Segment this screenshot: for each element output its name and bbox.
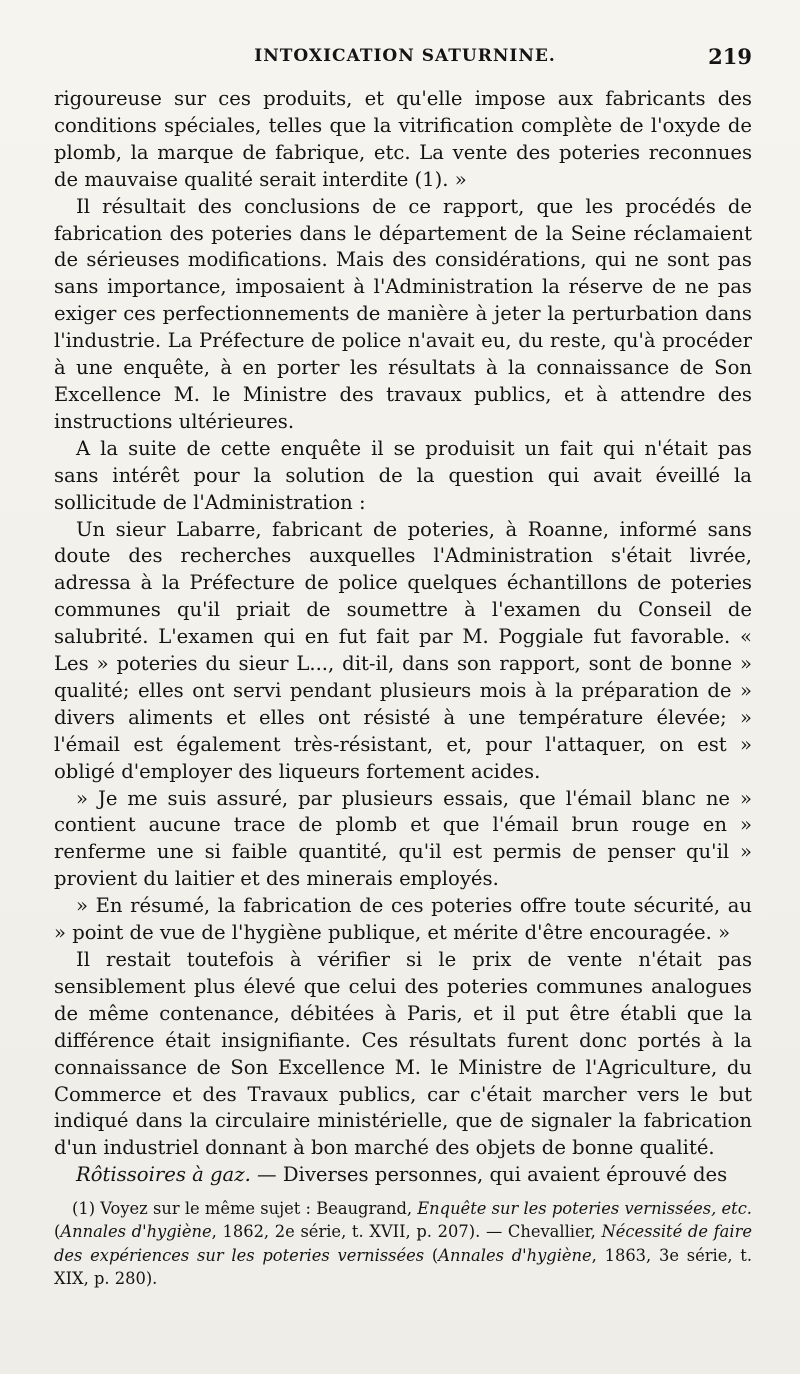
- section-lead-text: — Diverses personnes, qui avaient éprouvé des: [250, 1163, 728, 1187]
- body-text: [54, 86, 752, 1290]
- paragraph: A la suite de cette enquête il se produisit un fait qui n'était pas sans intérêt pour la solution de la question qui avait éveillé la sollicitude de l'Administration :: [54, 436, 752, 514]
- footnote-text: (: [424, 1245, 439, 1265]
- section-lead: Rôtissoires à gaz.: [76, 1163, 251, 1187]
- footnote-journal: Annales d'hygiène: [438, 1245, 592, 1265]
- footnote-journal: Annales d'hygiène: [60, 1222, 212, 1242]
- footnote-title: Enquête sur les poteries vernissées, etc.: [417, 1199, 752, 1219]
- running-head: [58, 42, 752, 76]
- footnote-text: Voyez sur le même sujet : Beaugrand,: [95, 1199, 418, 1219]
- quoted-paragraph: » En résumé, la fabrication de ces poteries offre toute sécurité, au » point de vue de l'hygiène publique, et mérite d'être encouragée. »: [54, 894, 752, 945]
- paragraph: Il résultait des conclusions de ce rapport, que les procédés de fabrication des poteries dans le département de la Seine réclamaient de sérieuses modifications. Mais des considérations, qui ne sont pas sans importance, imposaient à l'Administration la réserve de ne pas exiger ces perfectionnements de manière à jeter la perturbation dans l'industrie. La Préfecture de police n'avait eu, du reste, qu'à procéder à une enquête, à en porter les résultats à la connaissance de Son Excellence M. le Ministre des travaux publics, et à attendre des instructions ultérieures.: [54, 194, 752, 433]
- footnote-text: , 1863, 3e série, t. XIX, p. 280).: [54, 1245, 753, 1289]
- paragraph-continued: rigoureuse sur ces produits, et qu'elle impose aux fabricants des conditions spéciales, telles que la vitrification complète de l'oxyde de plomb, la marque de fabrique, etc. La vente des poteries reconnues de mauvaise qualité serait interdite (1). »: [54, 87, 752, 191]
- footnote-title: Nécessité de faire des expériences sur les poteries vernissées: [54, 1222, 752, 1265]
- paragraph: Un sieur Labarre, fabricant de poteries, à Roanne, informé sans doute des recherches auxquelles l'Administration s'était livrée, adressa à la Préfecture de police quelques échantillons de poteries communes qu'il priait de soumettre à l'examen du Conseil de salubrité. L'examen qui en fut fait par M. Poggiale fut favorable. « Les » poteries du sieur L..., dit-il, dans son rapport, sont de bonne » qualité; elles ont servi pendant plusieurs mois à la préparation de » divers aliments et elles ont résisté à une température élevée; » l'émail est également très-résistant, et, pour l'attaquer, on est » obligé d'employer des liqueurs fortement acides.: [54, 517, 752, 783]
- footnote-text: (: [54, 1222, 61, 1242]
- paragraph-section-start: [54, 1162, 752, 1189]
- footnote-marker: (1): [72, 1199, 96, 1219]
- page-number: 219: [708, 44, 752, 69]
- footnote: [54, 1197, 752, 1290]
- running-head-title: INTOXICATION SATURNINE.: [254, 46, 556, 66]
- paragraph: Il restait toutefois à vérifier si le prix de vente n'était pas sensiblement plus élevé que celui des poteries communes analogues de même contenance, débitées à Paris, et il put être établi que la différence était insignifiante. Ces résultats furent donc portés à la connaissance de Son Excellence M. le Ministre de l'Agriculture, du Commerce et des Travaux publics, car c'était marcher vers le but indiqué dans la circulaire ministérielle, que de signaler la fabrication d'un industriel donnant à bon marché des objets de bonne qualité.: [54, 948, 752, 1160]
- footnote-text: , 1862, 2e série, t. XVII, p. 207). — Chevallier,: [211, 1222, 602, 1242]
- quoted-paragraph: » Je me suis assuré, par plusieurs essais, que l'émail blanc ne » contient aucune trace de plomb et que l'émail brun rouge en » renferme une si faible quantité, qu'il est permis de penser qu'il » provient du laitier et des minerais employés.: [54, 786, 752, 891]
